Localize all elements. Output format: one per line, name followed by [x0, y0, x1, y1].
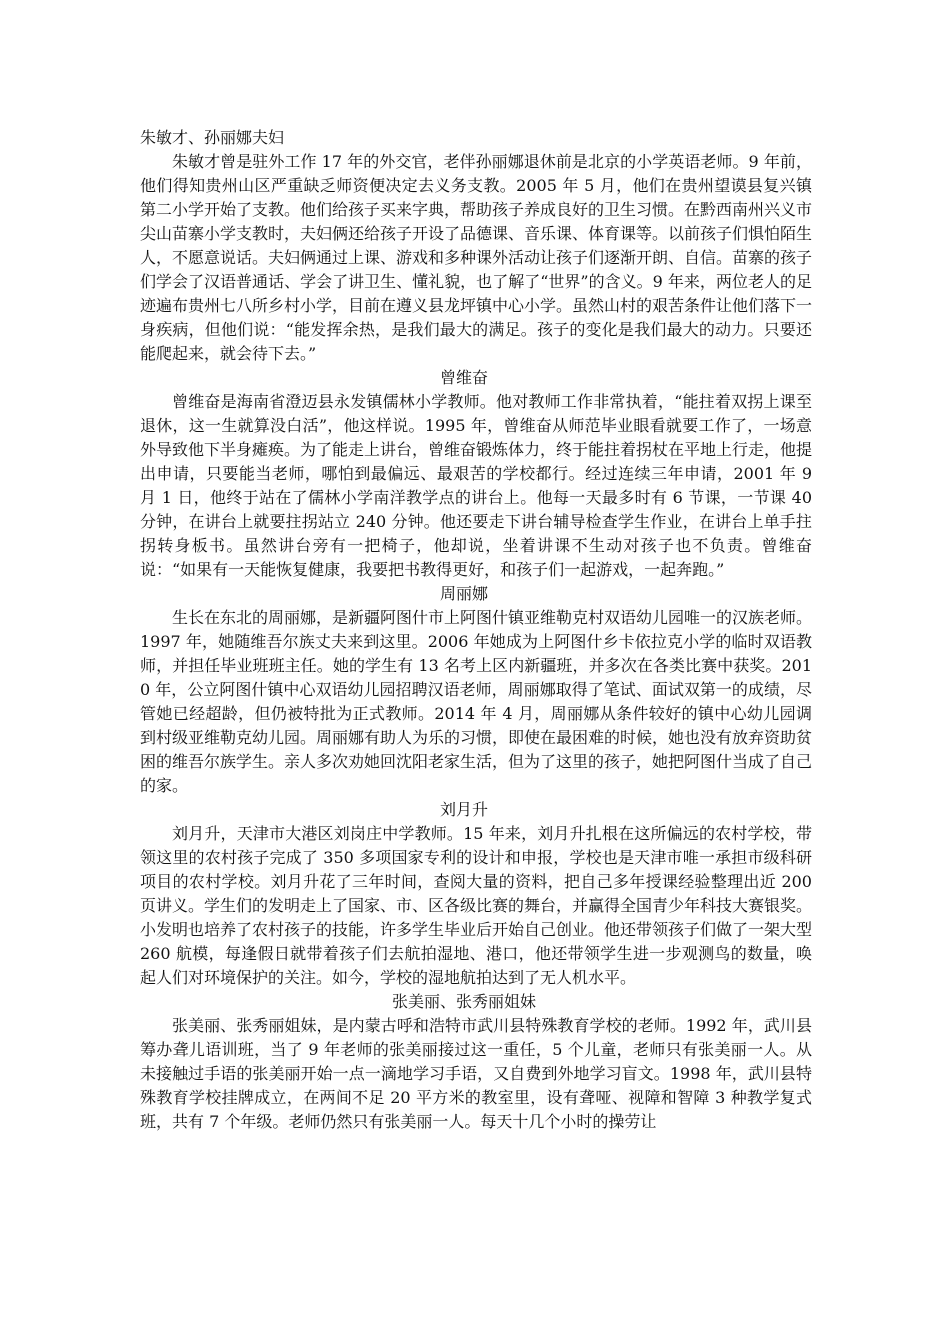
section-body: 曾维奋是海南省澄迈县永发镇儒林小学教师。他对教师工作非常执着，“能拄着双拐上课至退休，这一生就算没白活”，他这样说。1995 年，曾维奋从师范毕业眼看就要工作了，一场意外导致他下半身瘫痪。为了能走上讲台，曾维奋锻炼体力，终于能拄着拐杖在平地上行走，他提出申请，只要能当老师，哪怕到最偏远、最艰苦的学校都行。经过连续三年申请，2001 年 9 月 1 日，他终于站在了儒林小学南洋教学点的讲台上。他每一天最多时有 6 节课，一节课 40 分钟，在讲台上就要拄拐站立 240 分钟。他还要走下讲台辅导检查学生作业，在讲台上单手拄拐转身板书。虽然讲台旁有一把椅子，他却说，坐着讲课不生动对孩子也不负责。曾维奋说：“如果有一天能恢复健康，我要把书教得更好，和孩子们一起游戏，一起奔跑。”: [140, 392, 813, 579]
section-liu: [140, 798, 812, 990]
section-zhou: [140, 582, 812, 798]
section-zhu-sun: [140, 126, 812, 366]
section-body: 刘月升，天津市大港区刘岗庄中学教师。15 年来，刘月升扎根在这所偏远的农村学校，带领这里的农村孩子完成了 350 多项国家专利的设计和申报，学校也是天津市唯一承担市级科研项目的农村学校。刘月升花了三年时间，查阅大量的资料，把自己多年授课经验整理出近 200 页讲义。学生们的发明走上了国家、市、区各级比赛的舞台，并赢得全国青少年科技大赛银奖。小发明也培养了农村孩子的技能，许多学生毕业后开始自己创业。他还带领孩子们做了一架大型 260 航模，每逢假日就带着孩子们去航拍湿地、港口，他还带领学生进一步观测鸟的数量，唤起人们对环境保护的关注。如今，学校的湿地航拍达到了无人机水平。: [140, 824, 813, 987]
section-title: 曾维奋: [439, 368, 488, 387]
section-body: 生长在东北的周丽娜，是新疆阿图什市上阿图什镇亚维勒克村双语幼儿园唯一的汉族老师。1997 年，她随维吾尔族丈夫来到这里。2006 年她成为上阿图什乡卡依拉克小学的临时双语教师，并担任毕业班班主任。她的学生有 13 名考上区内新疆班，并多次在各类比赛中获奖。2010 年，公立阿图什镇中心双语幼儿园招聘汉语老师，周丽娜取得了笔试、面试双第一的成绩，尽管她已经超龄，但仍被特批为正式教师。2014 年 4 月，周丽娜从条件较好的镇中心幼儿园调到村级亚维勒克幼儿园。周丽娜有助人为乐的习惯，即使在最困难的时候，她也没有放弃资助贫困的维吾尔族学生。亲人多次劝她回沈阳老家生活，但为了这里的孩子，她把阿图什当成了自己的家。: [140, 608, 813, 795]
section-body: 朱敏才曾是驻外工作 17 年的外交官，老伴孙丽娜退休前是北京的小学英语老师。9 年前，他们得知贵州山区严重缺乏师资便决定去义务支教。2005 年 5 月，他们在贵州望谟县复兴镇第二小学开始了支教。他们给孩子买来字典，帮助孩子养成良好的卫生习惯。在黔西南州兴义市尖山苗寨小学支教时，夫妇俩还给孩子开设了品德课、音乐课、体育课等。以前孩子们惧怕陌生人，不愿意说话。夫妇俩通过上课、游戏和多种课外活动让孩子们逐渐开朗、自信。苗寨的孩子们学会了汉语普通话、学会了讲卫生、懂礼貌，也了解了“世界”的含义。9 年来，两位老人的足迹遍布贵州七八所乡村小学，目前在遵义县龙坪镇中心小学。虽然山村的艰苦条件让他们落下一身疾病，但他们说：“能发挥余热，是我们最大的满足。孩子的变化是我们最大的动力。只要还能爬起来，就会待下去。”: [140, 152, 813, 363]
section-zeng: [140, 366, 812, 582]
section-body: 张美丽、张秀丽姐妹，是内蒙古呼和浩特市武川县特殊教育学校的老师。1992 年，武川县筹办聋儿语训班，当了 9 年老师的张美丽接过这一重任，5 个儿童，老师只有张美丽一人。从未接触过手语的张美丽开始一点一滴地学习手语，又自费到外地学习盲文。1998 年，武川县特殊教育学校挂牌成立，在两间不足 20 平方米的教室里，设有聋哑、视障和智障 3 种教学复式班，共有 7 个年级。老师仍然只有张美丽一人。每天十几个小时的操劳让: [140, 1016, 812, 1131]
section-title: 刘月升: [439, 800, 488, 819]
section-zhang-sisters: [140, 990, 812, 1134]
section-title: 周丽娜: [439, 584, 488, 603]
section-title: 张美丽、张秀丽姐妹: [391, 992, 536, 1011]
document-page: [140, 126, 812, 1134]
section-title: 朱敏才、孙丽娜夫妇: [140, 128, 285, 147]
